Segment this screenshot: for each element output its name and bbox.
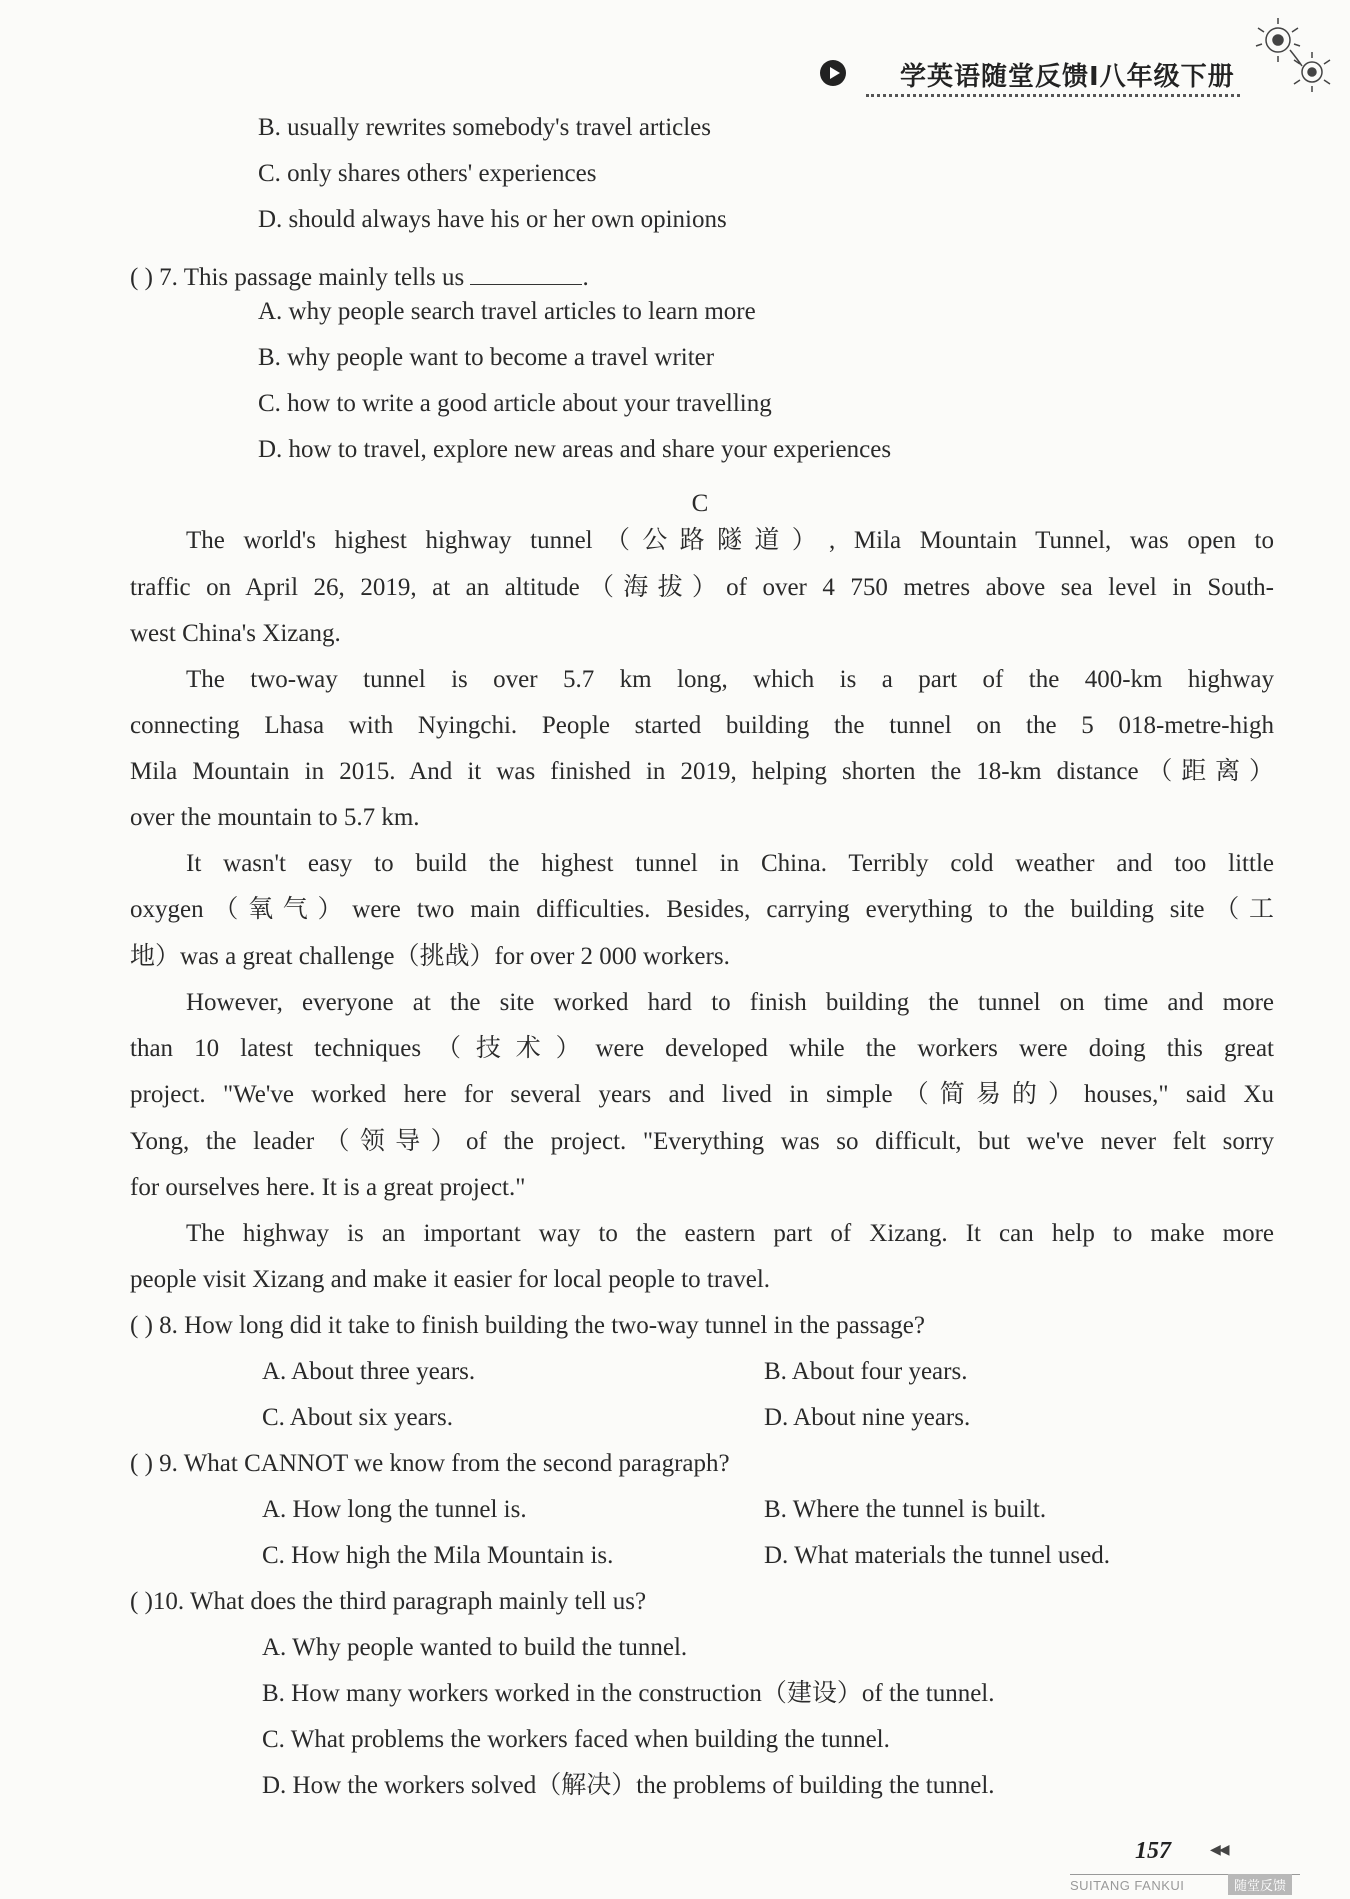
text-line: C. What problems the workers faced when building the tunnel. [262, 1726, 890, 1753]
text-line: B. About four years. [764, 1358, 968, 1385]
text-line: project. "We've worked here for several years and lived in simple（简易的）houses," said Xu [130, 1081, 1274, 1108]
page-number: 157 [1135, 1838, 1171, 1864]
text-line: However, everyone at the site worked hard to finish building the tunnel on time and more [186, 989, 1274, 1016]
text-line: D. About nine years. [764, 1404, 971, 1431]
question-7-text: ( ) 7. This passage mainly tells us [130, 264, 471, 291]
text-line: ( ) 9. What CANNOT we know from the second paragraph? [130, 1450, 730, 1477]
text-line: people visit Xizang and make it easier for local people to travel. [130, 1266, 771, 1293]
text-line: west China's Xizang. [130, 620, 341, 647]
text-line: over the mountain to 5.7 km. [130, 804, 420, 831]
text-line: It wasn't easy to build the highest tunnel in China. Terribly cold weather and too little [186, 850, 1274, 877]
text-line: oxygen（氧气）were two main difficulties. Besides, carrying everything to the building site（工 [130, 896, 1274, 923]
text-line: ( ) 8. How long did it take to finish building the two-way tunnel in the passage? [130, 1312, 925, 1339]
text-line: D. how to travel, explore new areas and share your experiences [258, 436, 892, 463]
text-line: for ourselves here. It is a great project." [130, 1174, 526, 1201]
footer-brand-en: SUITANG FANKUI [1070, 1878, 1185, 1893]
text-line: A. How long the tunnel is. [262, 1496, 527, 1523]
text-line: The two-way tunnel is over 5.7 km long, which is a part of the 400-km highway [186, 666, 1274, 693]
text-line: than 10 latest techniques（技术）were developed while the workers were doing this great [130, 1035, 1274, 1062]
text-line: C. About six years. [262, 1404, 453, 1431]
footer-brand-badge: 随堂反馈 [1228, 1874, 1292, 1895]
text-line: B. why people want to become a travel writer [258, 344, 715, 371]
text-line: 地）was a great challenge（挑战）for over 2 000 workers. [130, 943, 730, 970]
section-heading: C [691, 490, 709, 517]
text-line: B. usually rewrites somebody's travel articles [258, 114, 712, 141]
text-line: A. why people search travel articles to learn more [258, 298, 756, 325]
book-title: 学英语随堂反馈Ⅰ八年级下册 [900, 62, 1235, 92]
answer-blank[interactable] [470, 264, 582, 285]
play-icon [820, 60, 846, 86]
question-7 [130, 262, 589, 294]
text-line: D. What materials the tunnel used. [764, 1542, 1110, 1569]
text-line: A. About three years. [262, 1358, 476, 1385]
text-line: B. How many workers worked in the construction（建设）of the tunnel. [262, 1680, 995, 1707]
text-line: traffic on April 26, 2019, at an altitude（海拔）of over 4 750 metres above sea level in South- [130, 574, 1274, 601]
text-line: A. Why people wanted to build the tunnel. [262, 1634, 688, 1661]
page-header [820, 52, 1260, 96]
text-line: C. How high the Mila Mountain is. [262, 1542, 614, 1569]
text-line: D. should always have his or her own opinions [258, 206, 727, 233]
text-line: C. only shares others' experiences [258, 160, 597, 187]
text-line: connecting Lhasa with Nyingchi. People started building the tunnel on the 5 018-metre-high [130, 712, 1274, 739]
text-line: Mila Mountain in 2015. And it was finished in 2019, helping shorten the 18-km distance（距离） [130, 758, 1274, 785]
text-line: C. how to write a good article about your travelling [258, 390, 772, 417]
text-line: D. How the workers solved（解决）the problems of building the tunnel. [262, 1772, 995, 1799]
text-line: B. Where the tunnel is built. [764, 1496, 1047, 1523]
question-7-end: . [582, 264, 589, 291]
text-line: The highway is an important way to the eastern part of Xizang. It can help to make more [186, 1220, 1274, 1247]
text-line: Yong, the leader（领导）of the project. "Everything was so difficult, but we've never felt sorry [130, 1128, 1274, 1155]
text-line: The world's highest highway tunnel（公路隧道）, Mila Mountain Tunnel, was open to [186, 527, 1274, 554]
header-divider [866, 94, 1240, 97]
double-arrow-left-icon: ◀◀ [1210, 1843, 1228, 1858]
text-line: ( )10. What does the third paragraph mainly tell us? [130, 1588, 647, 1615]
flower-decoration-icon [1240, 10, 1340, 110]
